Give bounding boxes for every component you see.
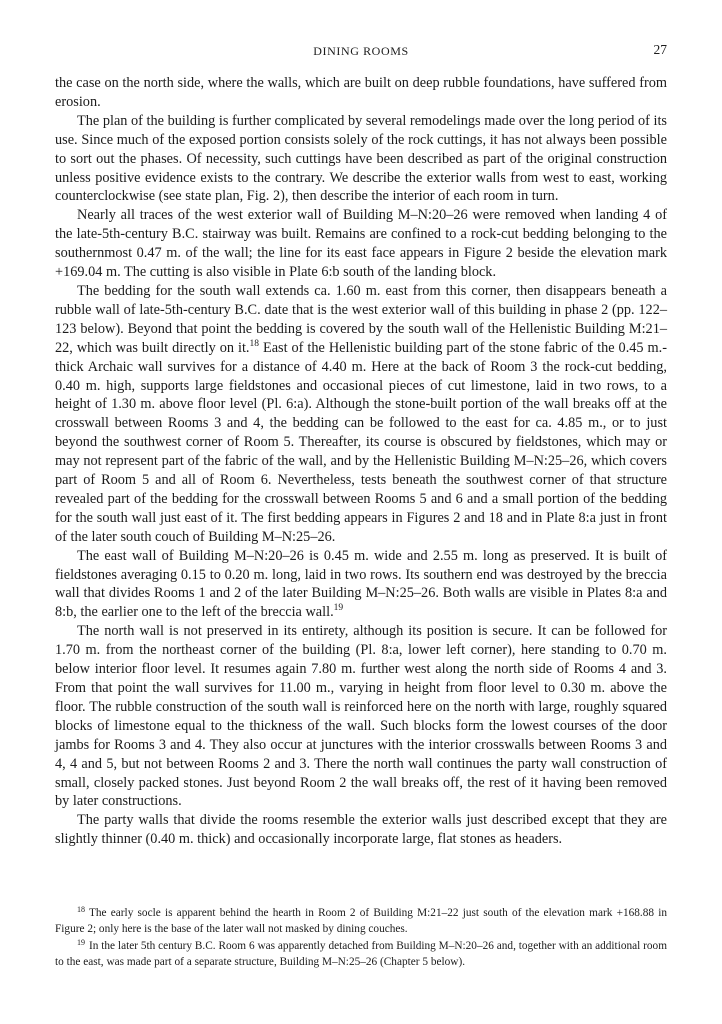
footnote-number: 18: [77, 905, 85, 914]
paragraph-6: The north wall is not preserved in its entirety, although its position is secure. It can be followed for 1.70 m. from the northeast corner of the building (Pl. 8:a, lower left corner), here standing to 0.70 m. below interior floor level. It resumes again 7.80 m. further west along the north side of Rooms 4 and 3. From that point the wall survives for 11.00 m., varying in height from floor level to 0.30 m. above the floor. The rubble construction of the south wall is reinforced here on the north with large, roughly squared blocks of limestone equal to the thickness of the wall. Such blocks form the lowest courses of the door jambs for Rooms 3 and 4. They also occur at junctures with the interior crosswalls between Rooms 3 and 4, 4 and 5, but not between Rooms 2 and 3. There the north wall continues the party wall construction of small, closely packed stones. Just beyond Room 2 the wall breaks off, the rest of it having been removed by later constructions.: [55, 623, 667, 810]
paragraph-5: [55, 547, 667, 623]
footnote-number: 19: [77, 938, 85, 948]
footnotes: [55, 906, 667, 972]
footnote-text: In the later 5th century B.C. Room 6 was apparently detached from Building M–N:20–26 and, together with an additional room to the east, was made part of a separate structure, Building M–N:25–26 (Chapter 5 below).: [55, 940, 667, 968]
paragraph-5-text: The east wall of Building M–N:20–26 is 0.45 m. wide and 2.55 m. long as preserved. It is built of fieldstones averaging 0.15 to 0.20 m. long, laid in two rows. Its southern end was destroyed by the breccia wall that divides Rooms 1 and 2 of the later Building M–N:25–26. Both walls are visible in Plates 8:a and 8:b, the earlier one to the left of the breccia wall.: [55, 547, 667, 621]
paragraph-4-part-1: The bedding for the south wall extends ca. 1.60 m. east from this corner, then disappears beneath a rubble wall of late-5th-century B.C. date that is the west exterior wall of this building in phase 2 (pp. 122–123 below). Beyond that point the bedding is covered by the south wall of the Hellenistic Building M:21–22, which was built directly on it.: [55, 282, 667, 356]
paragraph-1: the case on the north side, where the walls, which are built on deep rubble foundations, have suffered from erosion.: [55, 75, 667, 110]
paragraph-4-part-2: East of the Hellenistic building part of the stone fabric of the 0.45 m.-thick Archaic wall survives for a distance of 4.40 m. Here at the back of Room 3 the rock-cut bedding, 0.40 m. high, supports large fieldstones and occasional pieces of cut limestone, laid in two rows, to a height of 1.30 m. above floor level (Pl. 6:a). Although the stone-built portion of the wall breaks off at the crosswall between Rooms 3 and 4, the bedding can be followed to the east for ca. 4.85 m., or to just beyond the southwest corner of Room 5. Thereafter, its course is obscured by fieldstones, which may or may not represent part of the fabric of the wall, and by the Hellenistic Building M–N:25–26, which covers part of Room 5 and all of Room 6. Nevertheless, tests beneath the southwest corner of that structure revealed part of the bedding for the crosswall between Rooms 5 and 6 and a small portion of the bedding for the south wall just east of it. The first bedding appears in Figures 2 and 18 and in Plate 8:a just in front of the later south couch of Building M–N:25–26.: [55, 339, 667, 545]
footnote-text: The early socle is apparent behind the hearth in Room 2 of Building M:21–22 just south of the elevation mark +168.88 in Figure 2; only here is the base of the later wall not masked by dining couches.: [55, 907, 667, 935]
footnote-18: [55, 906, 667, 937]
footnote-19: [55, 939, 667, 970]
paragraph-4: [55, 282, 667, 547]
paragraph-2: The plan of the building is further complicated by several remodelings made over the long period of its use. Since much of the exposed portion consists solely of the rock cuttings, it has not always been possible to sort out the phases. Of necessity, such cuttings have been described as part of the original construction unless positive evidence exists to the contrary. We describe the exterior walls from west to east, working counterclockwise (see state plan, Fig. 2), then describe the interior of each room in turn.: [55, 112, 667, 205]
footnote-ref-19[interactable]: 19: [333, 603, 344, 614]
paragraph-3: Nearly all traces of the west exterior wall of Building M–N:20–26 were removed when landing 4 of the late-5th-century B.C. stairway was built. Remains are confined to a rock-cut bedding belonging to the southernmost 0.47 m. of the wall; the line for its east face appears in Figure 2 beside the elevation mark +169.04 m. The cutting is also visible in Plate 6:b south of the landing block.: [55, 207, 667, 281]
footnote-ref-18[interactable]: 18: [249, 338, 259, 349]
paragraph-7: The party walls that divide the rooms resemble the exterior walls just described except that they are slightly thinner (0.40 m. thick) and occasionally incorporate large, flat stones as headers.: [55, 812, 667, 848]
page-number: 27: [653, 42, 667, 57]
running-head: DINING ROOMS: [313, 44, 409, 58]
main-text: [55, 74, 667, 849]
